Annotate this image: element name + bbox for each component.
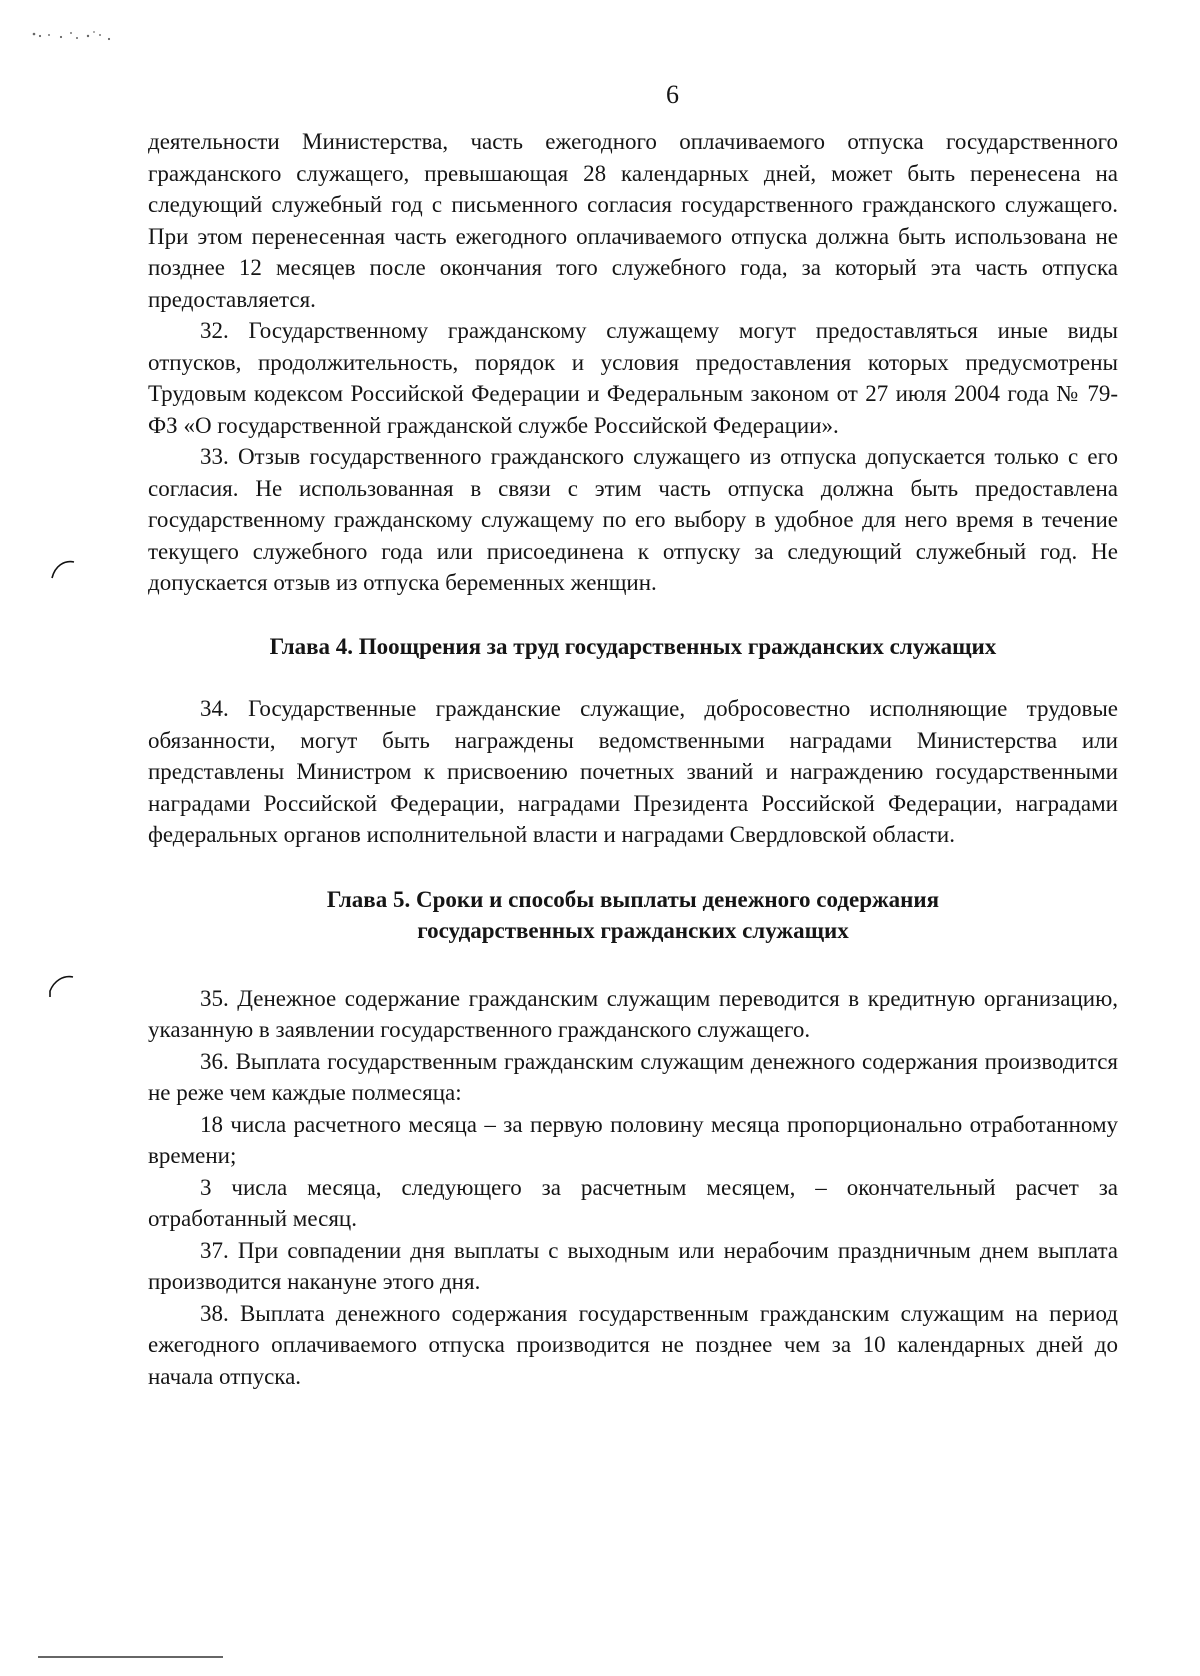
paragraph-36-item-2: 3 числа месяца, следующего за расчетным месяцем, – окончательный расчет за отработанный месяц. (148, 1174, 1118, 1231)
paragraph-36: 36. Выплата государственным гражданским служащим денежного содержания производится не реже чем каждые полмесяца: (148, 1048, 1118, 1105)
paragraph-33: 33. Отзыв государственного гражданского служащего из отпуска допускается только с его согласия. Не использованная в связи с этим часть отпуска должна быть предоставлена государственному гражданскому служащему по его выбору в удобное для него время в течение текущего служебного года или присоединена к отпуску за следующий служебный год. Не допускается отзыв из отпуска беременных женщин. (148, 444, 1118, 595)
paragraph-38: 38. Выплата денежного содержания государственным гражданским служащим на период ежегодного оплачиваемого отпуска производится не позднее чем за 10 календарных дней до начала отпуска. (148, 1300, 1118, 1389)
chapter-5-heading-line-1: Глава 5. Сроки и способы выплаты денежного содержания (326, 886, 940, 912)
page-number: 6 (666, 80, 679, 109)
chapter-5-heading-line-2: государственных гражданских служащих (417, 918, 849, 943)
chapter-4-heading: Глава 4. Поощрения за труд государственных гражданских служащих (269, 633, 997, 659)
paragraph-31-continued: деятельности Министерства, часть ежегодного оплачиваемого отпуска государственного гражданского служащего, превышающая 28 календарных дней, может быть перенесена на следующий служебный год с письменного согласия государственного гражданского служащего. При этом перенесенная часть ежегодного оплачиваемого отпуска должна быть использована не позднее 12 месяцев после окончания того служебного года, за который эта часть отпуска предоставляется. (148, 129, 1118, 312)
chapter-5-heading (148, 884, 1118, 947)
paragraph-37: 37. При совпадении дня выплаты с выходным или нерабочим праздничным днем выплата производится накануне этого дня. (148, 1237, 1118, 1294)
punch-hole-mark-upper (48, 558, 78, 584)
bottom-scan-line (38, 1655, 238, 1659)
paragraph-35: 35. Денежное содержание гражданским служащим переводится в кредитную организацию, указанную в заявлении государственного гражданского служащего. (148, 985, 1118, 1042)
scan-noise-marks (30, 28, 130, 42)
paragraph-34: 34. Государственные гражданские служащие, добросовестно исполняющие трудовые обязанности, могут быть награждены ведомственными наградами Министерства или представлены Министром к присвоению почетных званий и награждению государственными наградами Российской Федерации, наградами Президента Российской Федерации, наградами федеральных органов исполнительной власти и наградами Свердловской области. (148, 696, 1118, 847)
paragraph-32: 32. Государственному гражданскому служащему могут предоставляться иные виды отпусков, продолжительность, порядок и условия предоставления которых предусмотрены Трудовым кодексом Российской Федерации и Федеральным законом от 27 июля 2004 года № 79-ФЗ «О государственной гражданской службе Российской Федерации». (148, 318, 1118, 438)
document-body (148, 126, 1118, 1392)
punch-hole-mark-lower (46, 973, 76, 999)
paragraph-36-item-1: 18 числа расчетного месяца – за первую половину месяца пропорционально отработанному времени; (148, 1111, 1118, 1168)
